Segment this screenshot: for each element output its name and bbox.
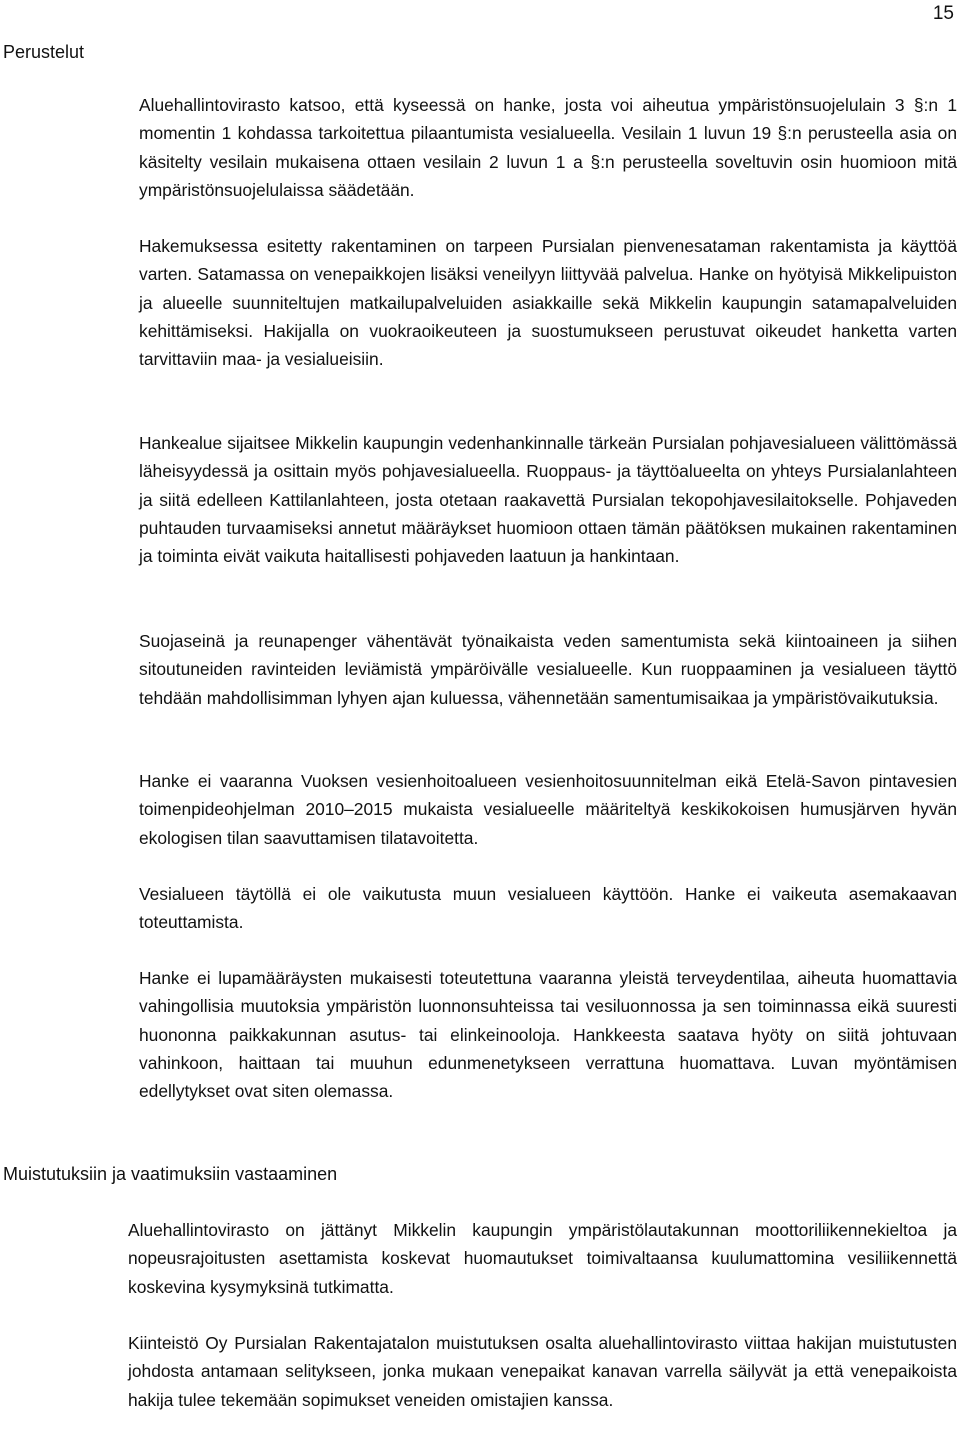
page-number: 15: [932, 3, 954, 24]
paragraph: Vesialueen täytöllä ei ole vaikutusta muun vesialueen käyttöön. Hanke ei vaikeuta asemakaavan toteuttamista.: [139, 884, 957, 933]
paragraph: Hakemuksessa esitetty rakentaminen on tarpeen Pursialan pienvenesataman rakentamista ja käyttöä varten. Satamassa on venepaikkojen lisäksi veneilyyn liittyvää palvelua. Hanke on hyötyisä Mikkelipuiston ja alueelle suunniteltujen matkailupalveluiden asiakkaille sekä Mikkelin kaupungin satamapalveluiden kehittämiseksi. Hakijalla on vuokraoikeuteen ja suostumukseen perustuvat oikeudet hanketta varten tarvittaviin maa- ja vesialueisiin.: [139, 236, 957, 370]
paragraph: Aluehallintovirasto katsoo, että kyseessä on hanke, josta voi aiheutua ympäristönsuojelulain 3 §:n 1 momentin 1 kohdassa tarkoitettua pilaantumista vesialueella. Vesilain 1 luvun 19 §:n perusteella asia on käsitelty vesilain mukaisena ottaen vesilain 2 luvun 1 a §:n perusteella soveltuvin osin huomioon mitä ympäristönsuojelulaissa säädetään.: [139, 95, 957, 200]
paragraph: Hanke ei vaaranna Vuoksen vesienhoitoalueen vesienhoitosuunnitelman eikä Etelä-Savon pintavesien toimenpideohjelman 2010–2015 mukaista vesialueelle määriteltyä keskikokoisen humusjärven hyvän ekologisen tilan saavuttamisen tilatavoitetta.: [139, 771, 957, 848]
paragraph: Hanke ei lupamääräysten mukaisesti toteutettuna vaaranna yleistä terveydentilaa, aiheuta huomattavia vahingollisia muutoksia ympäristön luonnonsuhteissa tai vesiluonnossa ja sen toiminnassa eikä suuresti huononna paikkakunnan asutus- tai elinkeinooloja. Hankkeesta saatava hyöty on siitä johtuvaan vahinkoon, haittaan tai muuhun edunmenetykseen verrattuna huomattava. Luvan myöntämisen edellytykset ovat siten olemassa.: [139, 968, 957, 1102]
section-heading-perustelut: Perustelut: [3, 42, 85, 62]
paragraph: Suojaseinä ja reunapenger vähentävät työnaikaista veden samentumista sekä kiintoaineen ja siihen sitoutuneiden ravinteiden leviämistä ympäröivälle vesialueelle. Kun ruoppaaminen ja vesialueen täyttö tehdään mahdollisimman lyhyen ajan kuluessa, vähennetään samentumisaikaa ja ympäristövaikutuksia.: [139, 631, 957, 708]
section-heading-muistutuksiin: Muistutuksiin ja vaatimuksiin vastaaminen: [3, 1164, 338, 1184]
paragraph: Hankealue sijaitsee Mikkelin kaupungin vedenhankinnalle tärkeän Pursialan pohjavesialueen välittömässä läheisyydessä ja osittain myös pohjavesialueella. Ruoppaus- ja täyttöalueelta on yhteys Pursialanlahteen ja siitä edelleen Kattilanlahteen, josta otetaan raakavettä Pursialan tekopohjavesilaitokselle. Pohjaveden puhtauden turvaamiseksi annetut määräykset huomioon ottaen tämän päätöksen mukainen rakentaminen ja toiminta eivät vaikuta haitallisesti pohjaveden laatuun ja hankintaan.: [139, 433, 957, 567]
paragraph: Kiinteistö Oy Pursialan Rakentajatalon muistutuksen osalta aluehallintovirasto viittaa hakijan muistutusten johdosta antamaan selitykseen, jonka mukaan venepaikat kanavan varrella säilyvät ja että venepaikoista hakija tulee tekemään sopimukset veneiden omistajien kanssa.: [128, 1333, 957, 1410]
paragraph: Aluehallintovirasto on jättänyt Mikkelin kaupungin ympäristölautakunnan moottoriliikennekieltoa ja nopeusrajoitusten asettamista koskevat huomautukset toimivaltaansa kuulumattomina vesiliikennettä koskevina kysymyksinä tutkimatta.: [128, 1220, 957, 1297]
